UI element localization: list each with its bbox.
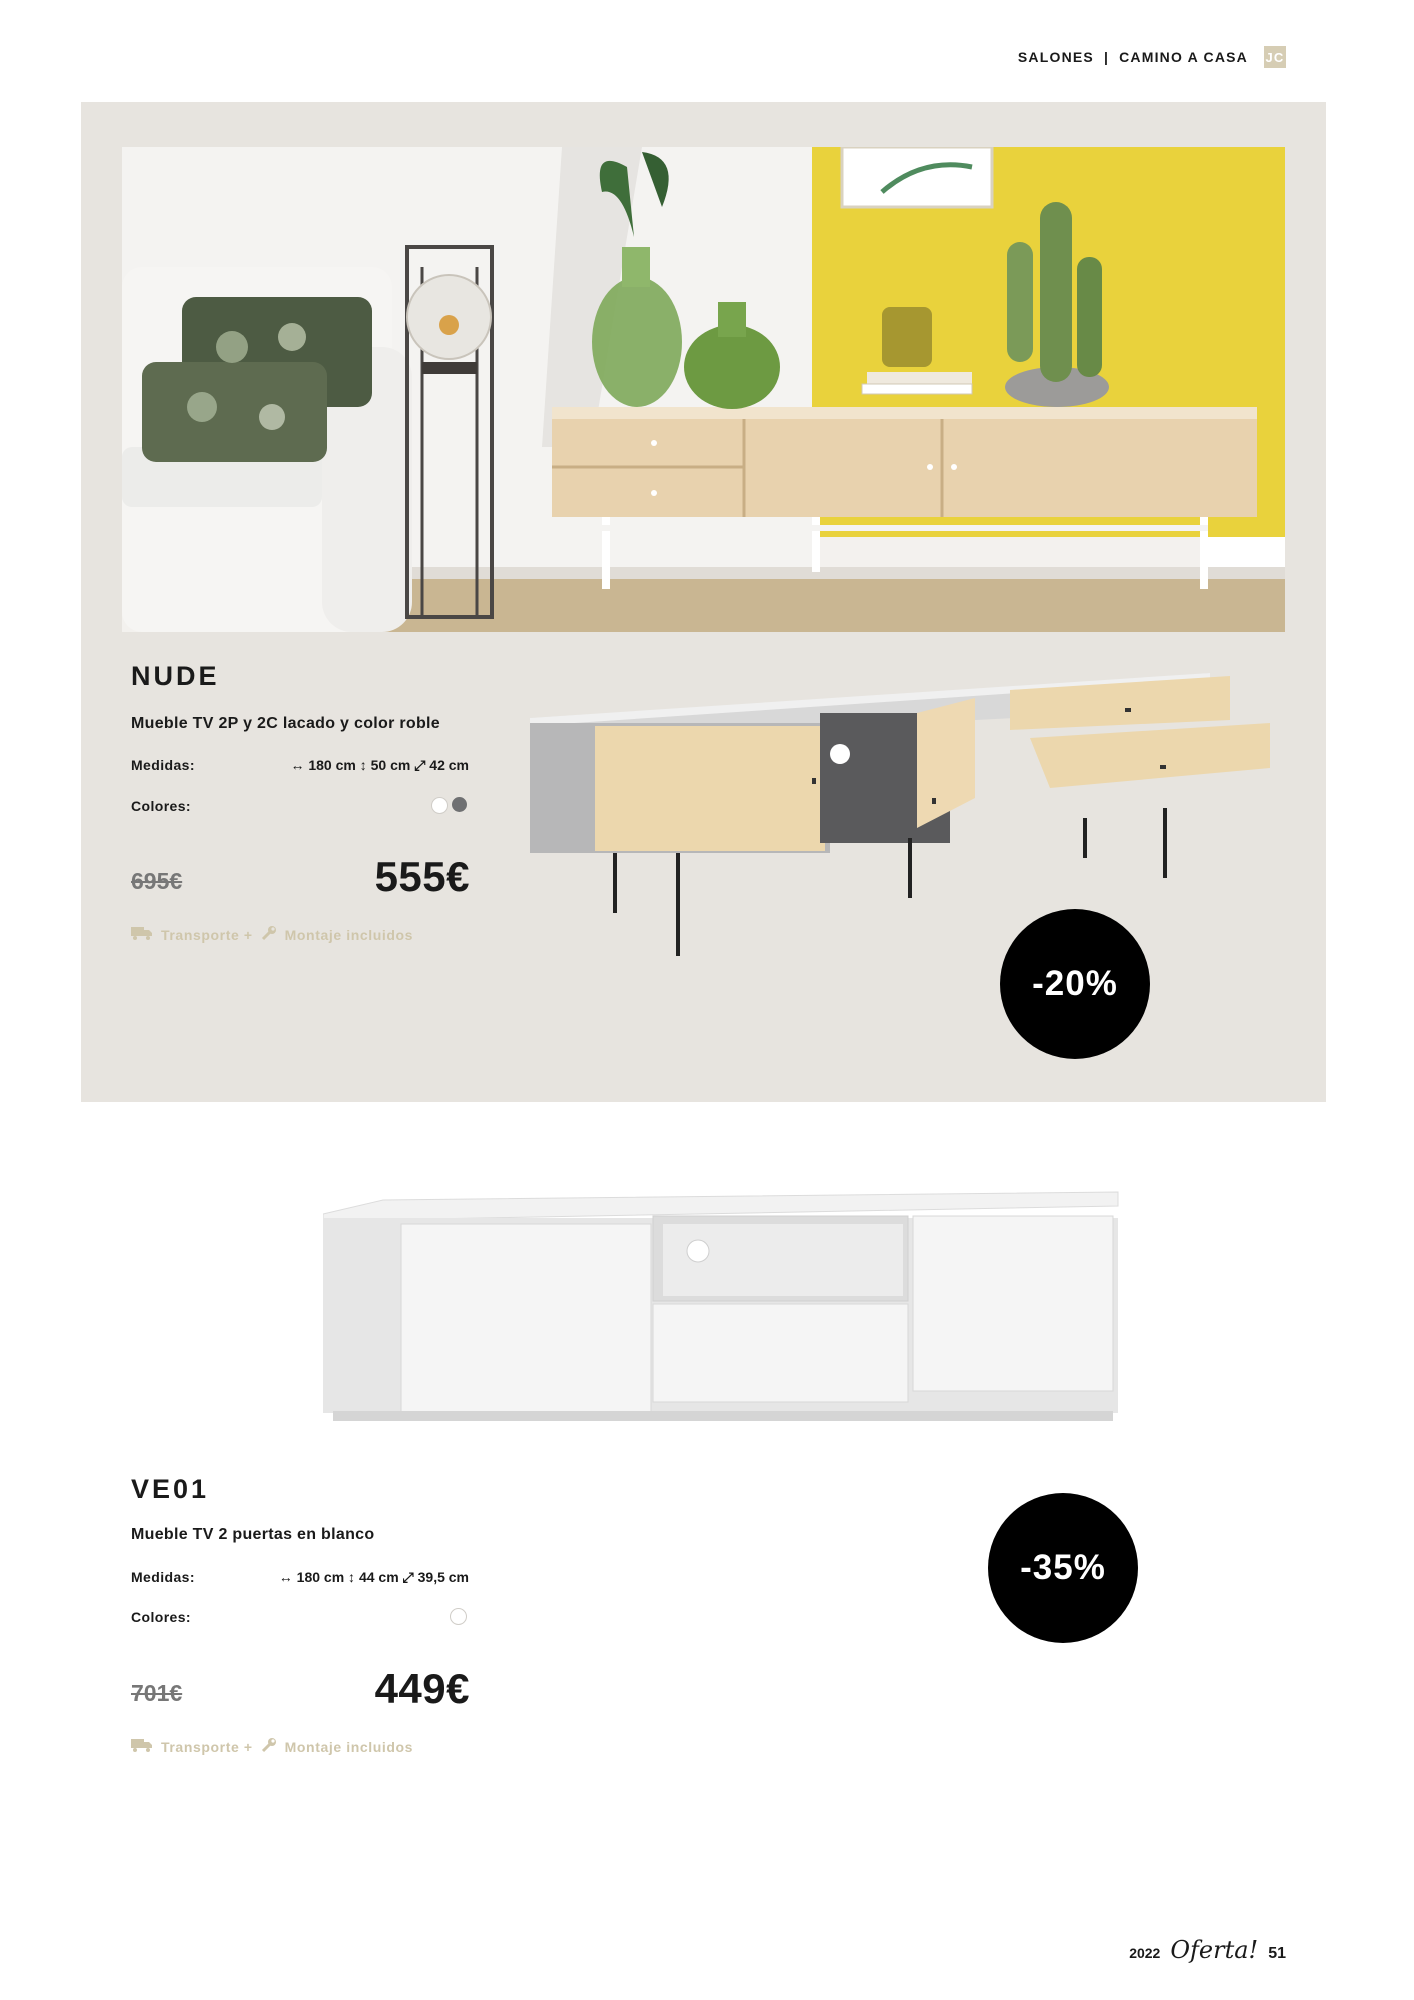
color-swatch-white[interactable] [431, 797, 448, 814]
montaje-label: Montaje incluidos [284, 1738, 414, 1755]
product-image-ve01 [323, 1186, 1123, 1441]
product-name: VE01 [131, 1474, 210, 1504]
footer-brand: Oferta! [1170, 1936, 1259, 1964]
brand-logo: JC [1264, 46, 1286, 68]
old-price: 701€ [131, 1680, 183, 1706]
transport-label: Transporte + [161, 1738, 253, 1755]
color-swatch-white[interactable] [450, 1608, 467, 1625]
old-price: 695€ [131, 868, 183, 894]
section-subtitle: CAMINO A CASA [1119, 49, 1248, 65]
product-description: Mueble TV 2 puertas en blanco [131, 1526, 375, 1543]
delivery-info [131, 925, 413, 944]
measures-label: Medidas: [131, 1569, 195, 1585]
transport-label: Transporte + [161, 926, 253, 943]
page-number: 51 [1268, 1945, 1286, 1962]
discount-badge: -20% [1000, 909, 1150, 1059]
sale-price: 555€ [374, 853, 470, 900]
section-title: SALONES [1017, 49, 1094, 65]
wrench-icon [261, 1737, 277, 1756]
delivery-info [131, 1737, 413, 1756]
product-description: Mueble TV 2P y 2C lacado y color roble [131, 715, 440, 732]
living-room-illustration [122, 147, 1285, 632]
footer-year: 2022 [1129, 1945, 1161, 1961]
color-swatches [450, 1608, 467, 1625]
color-swatch-grey[interactable] [452, 797, 467, 812]
measures-value: ↔ 180 cm ↕ 44 cm ⤢ 39,5 cm [278, 1569, 469, 1585]
page-footer [1129, 1936, 1286, 1964]
measures-value: ↔ 180 cm ↕ 50 cm ⤢ 42 cm [290, 757, 469, 773]
header-separator: | [1103, 49, 1110, 65]
truck-icon [131, 1738, 153, 1755]
lifestyle-photo [122, 147, 1285, 632]
discount-badge: -35% [988, 1493, 1138, 1643]
product-name: NUDE [131, 661, 220, 691]
montaje-label: Montaje incluidos [284, 926, 414, 943]
color-swatches [431, 797, 467, 814]
colors-label: Colores: [131, 798, 191, 814]
product-image-nude [530, 668, 1280, 973]
sale-price: 449€ [374, 1665, 470, 1712]
measures-label: Medidas: [131, 757, 195, 773]
truck-icon [131, 926, 153, 943]
page-header [1018, 46, 1286, 68]
wrench-icon [261, 925, 277, 944]
colors-label: Colores: [131, 1609, 191, 1625]
